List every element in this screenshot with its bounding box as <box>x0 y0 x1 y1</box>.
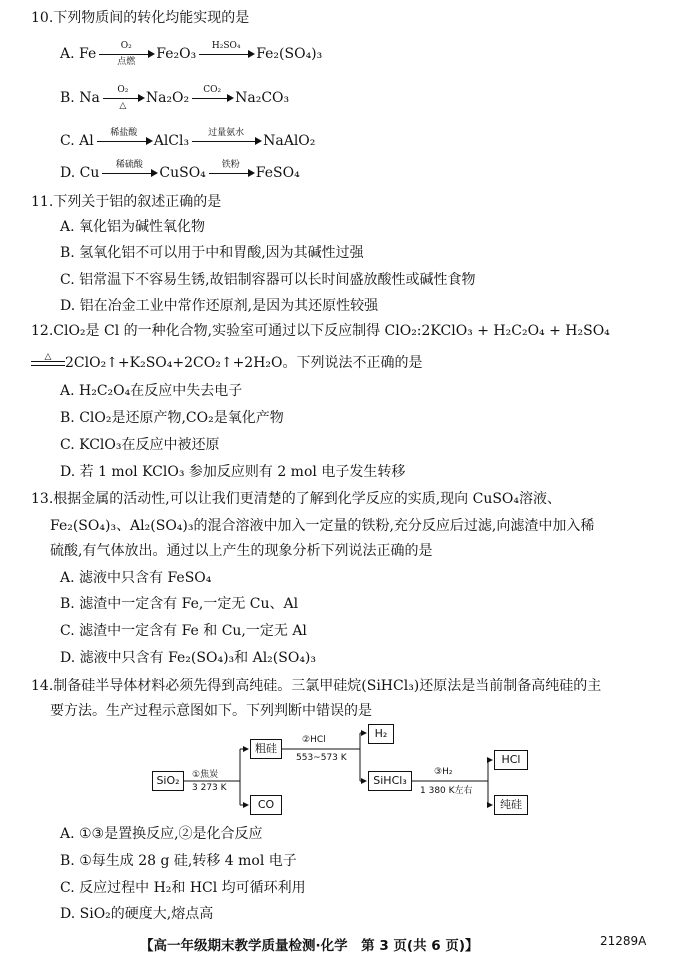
q14-stem: 14.制备硅半导体材料必须先得到高纯硅。三氯甲硅烷(SiHCl₃)还原法是当前制备高纯硅的主 <box>31 678 602 694</box>
box-pure-si: 纯硅 <box>494 795 528 815</box>
box-co: CO <box>250 795 282 815</box>
box-sio2: SiO₂ <box>152 771 184 791</box>
q11-stem: 11.下列关于铝的叙述正确的是 <box>31 194 222 210</box>
substance: AlCl₃ <box>153 133 190 149</box>
q12-option-d: D. 若 1 mol KClO₃ 参加反应则有 2 mol 电子发生转移 <box>60 464 406 480</box>
q12-stem-continued <box>31 353 423 373</box>
label-temp2: 553~573 K <box>296 753 347 763</box>
option-label: A. <box>60 46 75 62</box>
reaction-arrow <box>197 41 255 64</box>
q12-option-c: C. KClO₃在反应中被还原 <box>60 437 220 453</box>
q14-option-b: B. ①每生成 28 g 硅,转移 4 mol 电子 <box>60 853 297 869</box>
substance: FeSO₄ <box>255 165 300 181</box>
arrow-reagent: 铁粉 <box>221 160 240 170</box>
option-label: C. <box>60 133 75 149</box>
label-step2: ②HCl <box>302 735 326 745</box>
q14-option-d: D. SiO₂的硬度大,熔点高 <box>60 906 214 922</box>
heating-mark: △ <box>44 352 52 362</box>
q13-option-d: D. 滤液中只含有 Fe₂(SO₄)₃和 Al₂(SO₄)₃ <box>60 650 317 666</box>
substance: Fe₂O₃ <box>156 46 197 62</box>
q13-option-c: C. 滤渣中一定含有 Fe 和 Cu,一定无 Al <box>60 623 307 639</box>
q10-stem: 10.下列物质间的转化均能实现的是 <box>31 10 250 26</box>
arrow-reagent: 稀硫酸 <box>115 160 143 170</box>
arrow-condition: △ <box>119 101 127 111</box>
q12-option-b: B. ClO₂是还原产物,CO₂是氧化产物 <box>60 410 284 426</box>
reaction-arrow <box>190 128 262 151</box>
label-temp1: 3 273 K <box>192 783 227 793</box>
silicon-production-flow-diagram <box>150 723 540 819</box>
q14-stem-line2: 要方法。生产过程示意图如下。下列判断中错误的是 <box>50 703 372 719</box>
reaction-arrow <box>95 128 153 151</box>
substance: Na₂CO₃ <box>235 90 290 106</box>
q14-option-c: C. 反应过程中 H₂和 HCl 均可循环利用 <box>60 880 306 896</box>
q10-option-a <box>60 41 323 67</box>
q13-stem-line2: Fe₂(SO₄)₃、Al₂(SO₄)₃的混合溶液中加入一定量的铁粉,充分反应后过滤,向滤渣中加入稀 <box>50 518 595 534</box>
q11-option-c: C. 铝常温下不容易生锈,故铝制容器可以长时间盛放酸性或碱性食物 <box>60 272 476 288</box>
box-h2: H₂ <box>368 724 394 744</box>
substance: NaAlO₂ <box>263 133 316 149</box>
arrow-reagent: CO₂ <box>203 85 222 95</box>
q12-stem-text: 2ClO₂↑+K₂SO₄+2CO₂↑+2H₂O。下列说法不正确的是 <box>65 355 423 371</box>
substance: Na₂O₂ <box>145 90 190 106</box>
footer-code: 21289A <box>600 934 647 948</box>
option-label: D. <box>60 165 76 181</box>
q10-option-b <box>60 85 290 111</box>
substance: CuSO₄ <box>159 165 206 181</box>
box-hcl: HCl <box>494 750 528 770</box>
q12-stem: 12.ClO₂是 Cl 的一种化合物,实验室可通过以下反应制得 ClO₂:2KClO₃ + H₂C₂O₄ + H₂SO₄ <box>31 323 610 339</box>
q13-option-b: B. 滤渣中一定含有 Fe,一定无 Cu、Al <box>60 596 299 612</box>
reaction-arrow <box>97 41 155 67</box>
reaction-arrow <box>100 160 158 183</box>
substance: Fe <box>79 46 97 62</box>
q12-option-a: A. H₂C₂O₄在反应中失去电子 <box>60 383 243 399</box>
box-sihcl3: SiHCl₃ <box>368 771 412 791</box>
arrow-reagent: O₂ <box>117 85 129 95</box>
heating-equals-sign <box>31 353 65 373</box>
box-crude-si: 粗硅 <box>250 739 282 759</box>
q11-option-b: B. 氢氧化铝不可以用于中和胃酸,因为其碱性过强 <box>60 245 364 261</box>
q11-option-a: A. 氧化铝为碱性氧化物 <box>60 219 206 235</box>
arrow-reagent: O₂ <box>120 41 132 51</box>
q10-option-c <box>60 128 316 151</box>
reaction-arrow <box>190 85 234 108</box>
label-step3: ③H₂ <box>434 767 453 777</box>
substance: Cu <box>79 165 100 181</box>
q14-option-a: A. ①③是置换反应,②是化合反应 <box>60 826 263 842</box>
q13-option-a: A. 滤液中只含有 FeSO₄ <box>60 570 212 586</box>
q13-stem-line3: 硫酸,有气体放出。通过以上产生的现象分析下列说法正确的是 <box>50 543 433 559</box>
q13-stem: 13.根据金属的活动性,可以让我们更清楚的了解到化学反应的实质,现向 CuSO₄溶液、 <box>31 491 562 507</box>
q11-option-d: D. 铝在冶金工业中常作还原剂,是因为其还原性较强 <box>60 298 379 314</box>
arrow-condition: 点燃 <box>117 57 136 67</box>
arrow-reagent: H₂SO₄ <box>211 41 241 51</box>
reaction-arrow <box>101 85 145 111</box>
option-label: B. <box>60 90 75 106</box>
substance: Al <box>79 133 94 149</box>
label-temp3: 1 380 K左右 <box>420 786 473 796</box>
reaction-arrow <box>207 160 255 183</box>
substance: Na <box>79 90 100 106</box>
arrow-reagent: 稀盐酸 <box>110 128 138 138</box>
q10-option-d <box>60 160 300 183</box>
footer-title: 【高一年级期末教学质量检测·化学 第 3 页(共 6 页)】 <box>140 938 479 954</box>
arrow-reagent: 过量氨水 <box>208 128 245 138</box>
substance: Fe₂(SO₄)₃ <box>256 46 323 62</box>
label-step1: ①焦炭 <box>192 770 219 780</box>
